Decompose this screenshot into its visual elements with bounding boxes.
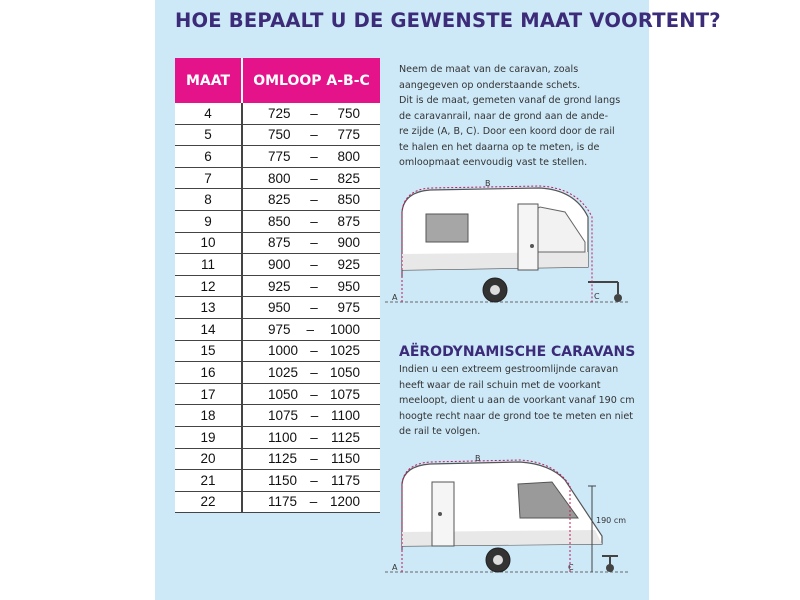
omloop-cell — [242, 254, 380, 276]
omloop-cell — [242, 318, 380, 340]
range-end: 1175 — [330, 472, 360, 488]
jockey-wheel — [614, 294, 622, 302]
range-start: 1025 — [268, 364, 299, 380]
text-line: meeloopt, dient u aan de voorkant vanaf 190 cm — [399, 395, 635, 406]
range-end: 750 — [337, 105, 360, 121]
range-separator: – — [310, 300, 318, 316]
range-start: 1075 — [268, 408, 299, 424]
range-end: 1125 — [330, 429, 360, 445]
label-190cm: 190 cm — [596, 516, 627, 525]
maat-cell: 6 — [175, 146, 242, 168]
size-table — [175, 58, 380, 513]
maat-cell: 20 — [175, 448, 242, 470]
range-separator: – — [310, 386, 318, 402]
aero-wheel-hub — [493, 555, 503, 565]
aero-door-handle — [438, 512, 442, 516]
table-row — [175, 297, 380, 319]
omloop-cell — [242, 448, 380, 470]
text-line: de rail te volgen. — [399, 426, 481, 437]
label-c: C — [594, 292, 600, 301]
intro-text — [399, 62, 639, 171]
label-a: A — [392, 293, 398, 302]
omloop-cell — [242, 124, 380, 146]
table-row — [175, 189, 380, 211]
table-row — [175, 318, 380, 340]
range-separator: – — [310, 343, 318, 359]
range-separator: – — [310, 127, 318, 143]
aero-label-a: A — [392, 563, 398, 572]
omloop-cell — [242, 362, 380, 384]
text-line: omloopmaat eenvoudig vast te stellen. — [399, 157, 588, 168]
range-start: 875 — [268, 235, 291, 251]
omloop-cell — [242, 383, 380, 405]
range-end: 900 — [337, 235, 360, 251]
maat-cell: 10 — [175, 232, 242, 254]
range-separator: – — [310, 213, 318, 229]
table-row — [175, 210, 380, 232]
range-start: 850 — [268, 213, 291, 229]
omloop-cell — [242, 146, 380, 168]
range-separator: – — [310, 278, 318, 294]
range-end: 1000 — [329, 321, 360, 337]
range-end: 1200 — [329, 494, 360, 510]
range-separator: – — [306, 321, 314, 337]
table-row — [175, 491, 380, 513]
range-start: 1150 — [268, 472, 298, 488]
text-line: heeft waar de rail schuin met de voorkant — [399, 379, 601, 391]
range-end: 975 — [337, 300, 360, 316]
maat-cell: 15 — [175, 340, 242, 362]
omloop-cell — [242, 297, 380, 319]
table-header-row — [175, 58, 380, 103]
aero-jockey-wheel — [606, 564, 614, 572]
omloop-cell — [242, 491, 380, 513]
omloop-cell — [242, 340, 380, 362]
text-line: de caravanrail, naar de grond aan de ande- — [399, 110, 609, 122]
aero-label-b: B — [475, 454, 481, 463]
text-line: Indien u een extreem gestroomlijnde caravan — [399, 364, 619, 375]
maat-cell: 17 — [175, 383, 242, 405]
table-row — [175, 232, 380, 254]
range-start: 825 — [268, 192, 291, 208]
caravan-diagram-standard — [380, 172, 640, 312]
range-separator: – — [310, 192, 318, 208]
table-row — [175, 470, 380, 492]
range-start: 750 — [268, 127, 291, 143]
range-separator: – — [310, 429, 318, 445]
range-separator: – — [310, 235, 318, 251]
maat-cell: 19 — [175, 426, 242, 448]
caravan-door — [518, 204, 538, 270]
maat-cell: 5 — [175, 124, 242, 146]
range-start: 925 — [268, 278, 291, 294]
text-line: te halen en het daarna op te meten, is de — [399, 141, 600, 153]
text-line: hoogte recht naar de grond toe te meten en niet — [399, 410, 633, 422]
maat-cell: 21 — [175, 470, 242, 492]
range-end: 1150 — [330, 451, 360, 467]
text-line: Dit is de maat, gemeten vanaf de grond langs — [399, 95, 621, 106]
maat-cell: 18 — [175, 405, 242, 427]
table-row — [175, 103, 380, 124]
maat-cell: 9 — [175, 210, 242, 232]
aero-title: AËRODYNAMISCHE CARAVANS — [399, 344, 636, 360]
maat-cell: 14 — [175, 318, 242, 340]
omloop-cell — [242, 167, 380, 189]
label-b: B — [485, 179, 491, 188]
range-separator: – — [310, 105, 318, 121]
maat-cell: 13 — [175, 297, 242, 319]
range-separator: – — [310, 148, 318, 164]
range-separator: – — [310, 170, 318, 186]
range-separator: – — [309, 494, 318, 510]
omloop-cell — [242, 232, 380, 254]
maat-cell: 11 — [175, 254, 242, 276]
table-row — [175, 275, 380, 297]
caravan-window — [426, 214, 468, 242]
table-row — [175, 340, 380, 362]
range-separator: – — [310, 256, 318, 272]
omloop-cell — [242, 426, 380, 448]
aero-label-c: C — [568, 563, 574, 572]
text-line: Neem de maat van de caravan, zoals — [399, 64, 579, 75]
range-separator: – — [310, 408, 319, 424]
range-start: 1100 — [268, 429, 298, 445]
page-title: HOE BEPAALT U DE GEWENSTE MAAT VOORTENT? — [175, 9, 721, 32]
omloop-cell — [242, 189, 380, 211]
aero-text — [399, 362, 649, 440]
door-handle — [530, 244, 534, 248]
range-start: 725 — [268, 105, 291, 121]
caravan-diagram-aero — [380, 452, 640, 582]
range-end: 950 — [337, 278, 360, 294]
range-end: 850 — [337, 192, 360, 208]
range-end: 825 — [337, 170, 360, 186]
range-start: 1175 — [268, 494, 298, 510]
omloop-cell — [242, 275, 380, 297]
aero-door — [432, 482, 454, 546]
maat-cell: 4 — [175, 103, 242, 124]
maat-cell: 16 — [175, 362, 242, 384]
omloop-cell — [242, 103, 380, 124]
range-end: 1050 — [329, 364, 360, 380]
range-end: 1025 — [329, 343, 360, 359]
omloop-cell — [242, 405, 380, 427]
range-end: 800 — [337, 148, 360, 164]
header-omloop: OMLOOP A-B-C — [242, 58, 380, 103]
maat-cell: 7 — [175, 167, 242, 189]
header-maat: MAAT — [175, 58, 242, 103]
range-start: 950 — [268, 300, 291, 316]
range-start: 975 — [268, 321, 291, 337]
range-end: 925 — [337, 256, 360, 272]
range-end: 1075 — [329, 386, 360, 402]
range-separator: – — [310, 472, 318, 488]
table-row — [175, 383, 380, 405]
table-row — [175, 167, 380, 189]
maat-cell: 22 — [175, 491, 242, 513]
maat-cell: 8 — [175, 189, 242, 211]
omloop-cell — [242, 470, 380, 492]
range-end: 775 — [337, 127, 360, 143]
range-separator: – — [310, 451, 318, 467]
range-end: 1100 — [330, 408, 360, 424]
omloop-cell — [242, 210, 380, 232]
maat-cell: 12 — [175, 275, 242, 297]
range-start: 1050 — [268, 386, 299, 402]
caravan-lower-panel — [402, 252, 588, 270]
range-start: 775 — [268, 148, 291, 164]
range-separator: – — [310, 364, 318, 380]
table-row — [175, 124, 380, 146]
wheel-hub — [490, 285, 500, 295]
size-table-body — [175, 103, 380, 513]
table-row — [175, 426, 380, 448]
range-start: 1125 — [268, 451, 298, 467]
text-line: re zijde (A, B, C). Door een koord door de rail — [399, 126, 615, 137]
range-end: 875 — [337, 213, 360, 229]
table-row — [175, 405, 380, 427]
table-row — [175, 362, 380, 384]
text-line: aangegeven op onderstaande schets. — [399, 79, 581, 91]
range-start: 800 — [268, 170, 291, 186]
range-start: 900 — [268, 256, 291, 272]
table-row — [175, 146, 380, 168]
range-start: 1000 — [268, 343, 299, 359]
table-row — [175, 254, 380, 276]
table-row — [175, 448, 380, 470]
